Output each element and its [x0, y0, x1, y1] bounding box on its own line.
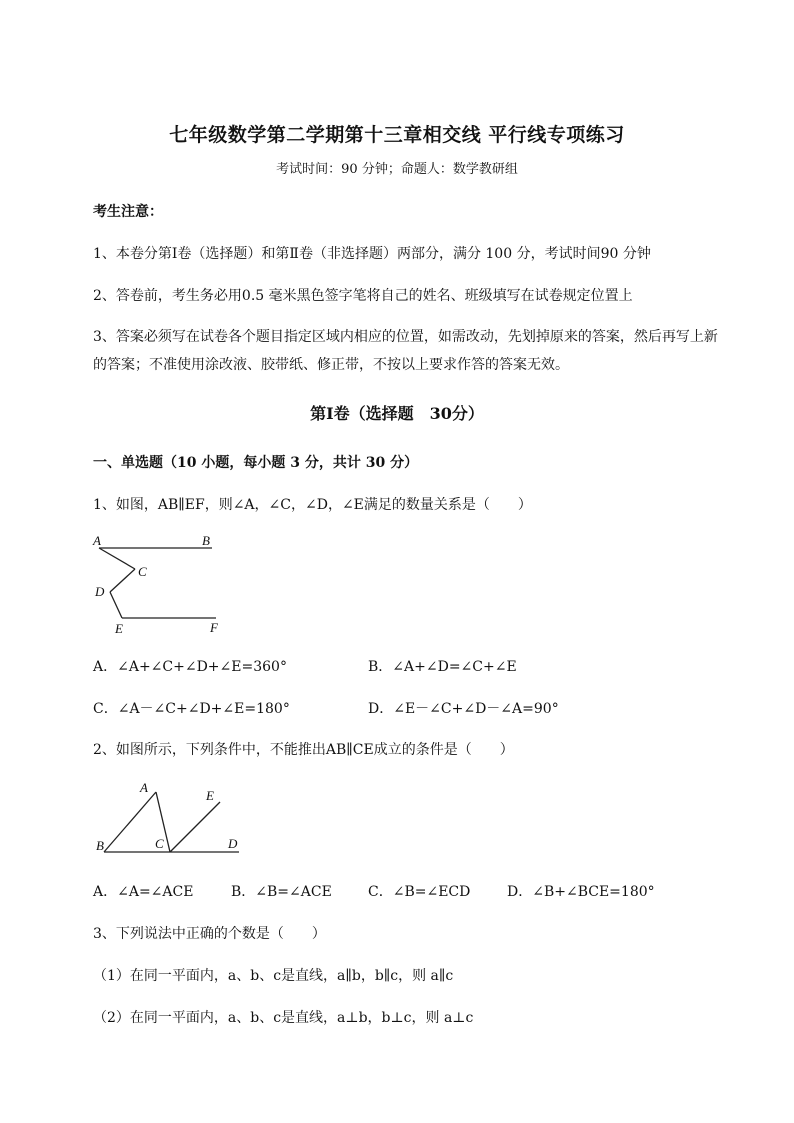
notice-heading: 考生注意： — [93, 204, 163, 220]
part-heading: 一、单选题（10 小题，每小题 3 分，共计 30 分） — [93, 455, 419, 471]
label-a: A — [93, 533, 101, 548]
label-d: D — [95, 584, 105, 599]
question-3-statement-2: （2）在同一平面内，a、b、c是直线，a⊥b，b⊥c，则 a⊥c — [93, 1010, 474, 1026]
question-2-figure — [92, 780, 252, 860]
question-2-option-c[interactable]: C．∠B=∠ECD — [368, 884, 471, 900]
label-b: B — [202, 533, 210, 548]
question-2-option-d[interactable]: D．∠B+∠BCE=180° — [507, 884, 655, 900]
question-1-option-b[interactable]: B．∠A+∠D=∠C+∠E — [368, 659, 517, 675]
question-1-option-d[interactable]: D．∠E－∠C+∠D－∠A=90° — [368, 701, 559, 717]
label-d: D — [228, 836, 238, 851]
notice-item-2: 2、答卷前，考生务必用0.5 毫米黑色签字笔将自己的姓名、班级填写在试卷规定位置上 — [93, 288, 633, 304]
label-a: A — [140, 780, 148, 795]
section-title: 第Ⅰ卷（选择题 30分） — [310, 404, 484, 423]
label-f: F — [210, 620, 218, 635]
question-2-stem: 2、如图所示，下列条件中，不能推出AB∥CE成立的条件是（ ） — [93, 742, 514, 758]
segment-ac — [99, 548, 135, 569]
segment-ab — [104, 792, 156, 852]
notice-item-1: 1、本卷分第Ⅰ卷（选择题）和第Ⅱ卷（非选择题）两部分，满分 100 分，考试时间90 分钟 — [93, 246, 651, 262]
segment-de — [110, 592, 122, 618]
question-1-option-a[interactable]: A．∠A+∠C+∠D+∠E=360° — [93, 659, 287, 675]
label-b: B — [96, 838, 104, 853]
exam-info: 考试时间：90 分钟；命题人：数学教研组 — [276, 162, 518, 177]
question-2-option-b[interactable]: B．∠B=∠ACE — [231, 884, 332, 900]
notice-item-3-line-1: 3、答案必须写在试卷各个题目指定区域内相应的位置，如需改动，先划掉原来的答案，然后再写上新 — [93, 329, 718, 345]
page-title: 七年级数学第二学期第十三章相交线 平行线专项练习 — [169, 124, 625, 146]
label-c: C — [138, 564, 147, 579]
notice-item-3-line-2: 的答案；不准使用涂改液、胶带纸、修正带，不按以上要求作答的答案无效。 — [93, 357, 569, 373]
label-c: C — [155, 836, 164, 851]
label-e: E — [206, 788, 214, 803]
ray-ce — [170, 802, 220, 852]
question-3-stem: 3、下列说法中正确的个数是（ ） — [93, 926, 326, 942]
question-3-statement-1: （1）在同一平面内，a、b、c是直线，a∥b，b∥c，则 a∥c — [93, 968, 454, 984]
question-2-option-a[interactable]: A．∠A=∠ACE — [93, 884, 194, 900]
question-1-stem: 1、如图，AB∥EF，则∠A，∠C，∠D，∠E满足的数量关系是（ ） — [93, 497, 532, 513]
question-1-figure — [90, 532, 230, 638]
label-e: E — [115, 621, 123, 636]
question-1-option-c[interactable]: C．∠A－∠C+∠D+∠E=180° — [93, 701, 290, 717]
segment-cd — [110, 569, 135, 592]
